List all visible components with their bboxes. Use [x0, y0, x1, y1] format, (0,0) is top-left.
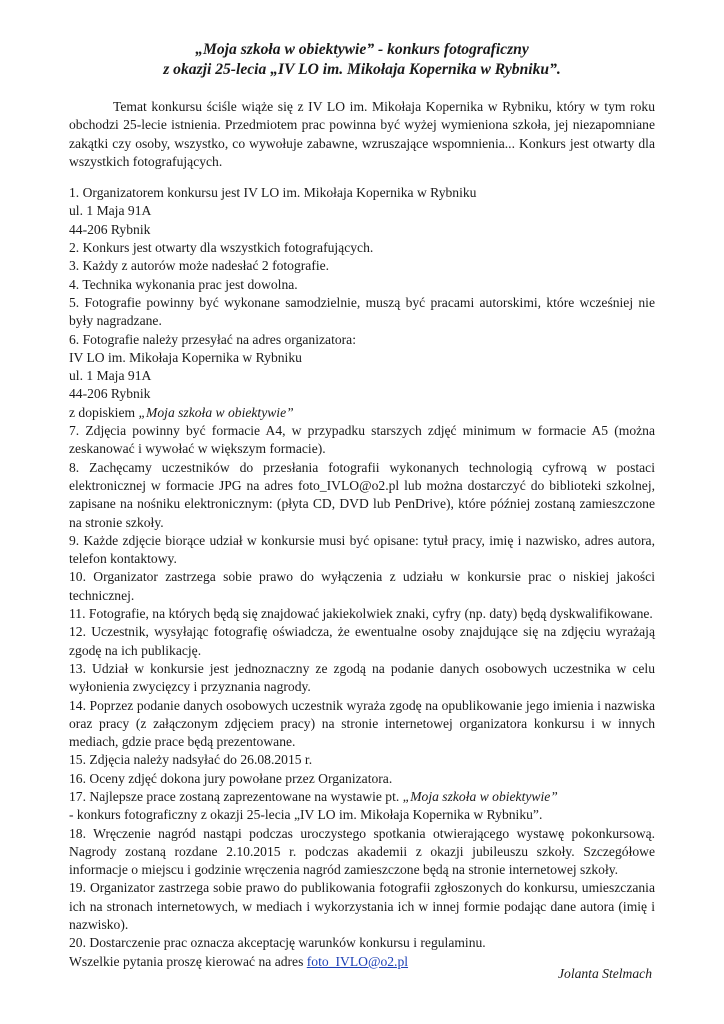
rule-1-address-street: ul. 1 Maja 91A: [69, 203, 152, 219]
document-title-line2: z okazji 25-lecia „IV LO im. Mikołaja Kopernika w Rybniku”.: [163, 61, 561, 78]
rule-16: 16. Oceny zdjęć dokona jury powołane przez Organizatora.: [69, 770, 393, 786]
rule-14: 14. Poprzez podanie danych osobowych uczestnik wyraża zgodę na opublikowanie jego imienia i nazwiska oraz pracy (z załączonym zdjęciem pracy) na stronie internetowej organizatora konkursu i w innych mediach, gdzie prace będą prezentowane.: [69, 697, 655, 750]
rule-17-prefix: 17. Najlepsze prace zostaną zaprezentowane na wystawie pt.: [69, 788, 403, 804]
rule-6: 6. Fotografie należy przesyłać na adres organizatora:: [69, 331, 356, 347]
rule-17: [69, 788, 655, 806]
rule-6-note-italic: „Moja szkoła w obiektywie”: [138, 404, 294, 420]
rules-list: [69, 184, 655, 971]
document-title-line1: „Moja szkoła w obiektywie” - konkurs fotograficzny: [195, 41, 529, 58]
rule-10: 10. Organizator zastrzega sobie prawo do wyłączenia z udziału w konkursie prac o niskiej jakości technicznej.: [69, 569, 655, 603]
rule-7: 7. Zdjęcia powinny być formacie A4, w przypadku starszych zdjęć minimum w formacie A5 (można zeskanować i wywołać w większym formacie).: [69, 423, 655, 457]
rule-17-continuation: - konkurs fotograficzny z okazji 25-lecia „IV LO im. Mikołaja Kopernika w Rybniku”.: [69, 807, 543, 823]
intro-paragraph: Temat konkursu ściśle wiąże się z IV LO im. Mikołaja Kopernika w Rybniku, który w tym roku obchodzi 25-lecie istnienia. Przedmiotem prac powinna być wyżej wymieniona szkoła, jej niezapomniane zakątki czy osoby, wszystko, co wywołuje zabawne, wzruszające wspomnienia... Konkurs jest otwarty dla wszystkich fotografujących.: [69, 99, 655, 169]
rule-9: 9. Każde zdjęcie biorące udział w konkursie musi być opisane: tytuł pracy, imię i nazwisko, adres autora, telefon kontaktowy.: [69, 532, 655, 567]
rule-5: 5. Fotografie powinny być wykonane samodzielnie, muszą być pracami autorskimi, które wcześniej nie były nagradzane.: [69, 294, 655, 329]
rule-4: 4. Technika wykonania prac jest dowolna.: [69, 276, 298, 292]
document-page: [69, 40, 655, 971]
signature: Jolanta Stelmach: [557, 966, 652, 981]
rule-12: 12. Uczestnik, wysyłając fotografię oświadcza, że ewentualne osoby znajdujące się na zdjęciu wyrażają zgodę na ich publikację.: [69, 624, 655, 658]
rule-11: 11. Fotografie, na których będą się znajdować jakiekolwiek znaki, cyfry (np. daty) będą dyskwalifikowane.: [69, 606, 653, 622]
rule-6-note: [69, 404, 655, 422]
rule-19: 19. Organizator zastrzega sobie prawo do publikowania fotografii zgłoszonych do konkursu, umieszczania ich na stronach internetowych, w mediach i wykorzystania ich w innej formie podając dane autora (imię i nazwisko).: [69, 880, 655, 933]
rule-6-address-name: IV LO im. Mikołaja Kopernika w Rybniku: [69, 349, 302, 365]
rule-6-address-city: 44-206 Rybnik: [69, 386, 151, 402]
rule-6-note-prefix: z dopiskiem: [69, 404, 139, 420]
rule-20: 20. Dostarczenie prac oznacza akceptację warunków konkursu i regulaminu.: [69, 935, 486, 951]
rule-17-italic: „Moja szkoła w obiektywie”: [402, 788, 558, 804]
rule-13: 13. Udział w konkursie jest jednoznaczny ze zgodą na podanie danych osobowych uczestnika w celu wyłonienia zwycięzcy i przyznania nagrody.: [69, 660, 655, 695]
contact-prefix: Wszelkie pytania proszę kierować na adres: [69, 953, 307, 969]
rule-3: 3. Każdy z autorów może nadesłać 2 fotografie.: [69, 258, 330, 274]
rule-15: 15. Zdjęcia należy nadsyłać do 26.08.2015 r.: [69, 752, 313, 768]
rule-6-address-street: ul. 1 Maja 91A: [69, 368, 152, 384]
rule-1-address-city: 44-206 Rybnik: [69, 221, 151, 237]
rule-8: 8. Zachęcamy uczestników do przesłania fotografii wykonanych technologią cyfrową w postaci elektronicznej w formacie JPG na adres foto_IVLO@o2.pl lub można dostarczyć do biblioteki szkolnej, zapisane na nośniku elektronicznym: (płyta CD, DVD lub PenDrive), które później zostaną zamieszczone na stronie szkoły.: [69, 459, 655, 530]
rule-2: 2. Konkurs jest otwarty dla wszystkich fotografujących.: [69, 240, 374, 256]
contact-email-link[interactable]: foto_IVLO@o2.pl: [306, 953, 409, 969]
rule-18: 18. Wręczenie nagród nastąpi podczas uroczystego spotkania otwierającego wystawę pokonkursową. Nagrody zostaną rozdane 2.10.2015 r. podczas akademii z okazji jubileuszu szkoły. Szczegółowe informacje o miejscu i godzinie wręczenia nagród zamieszczone będą na stronie internetowej szkoły.: [69, 825, 655, 878]
rule-1: 1. Organizatorem konkursu jest IV LO im. Mikołaja Kopernika w Rybniku: [69, 185, 477, 201]
